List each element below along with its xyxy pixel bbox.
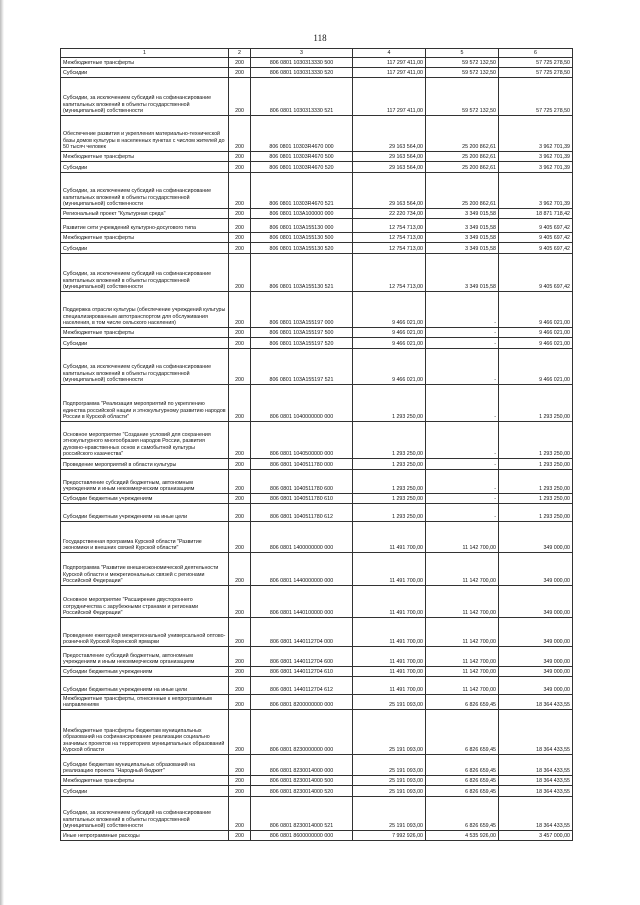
row-value-col5: 25 200 862,61 — [426, 152, 499, 162]
table-row — [61, 647, 573, 667]
row-value-col5: - — [426, 422, 499, 459]
row-value-col5: 6 826 659,45 — [426, 695, 499, 710]
row-value-col6: 18 364 433,55 — [499, 710, 573, 755]
row-value-col6: 349 000,00 — [499, 553, 573, 586]
row-value-col6: 57 725 278,50 — [499, 68, 573, 78]
row-value-col4: 25 191 093,00 — [353, 776, 426, 786]
row-name-cell: Субсидии, за исключением субсидий на софинансирование капитальных вложений в объекты государственной (муниципальной) собственности — [61, 254, 229, 292]
row-value-col5: 11 142 700,00 — [426, 667, 499, 677]
table-row — [61, 504, 573, 522]
table-row — [61, 422, 573, 459]
row-value-col5: 3 349 015,58 — [426, 243, 499, 254]
row-value-col5: - — [426, 349, 499, 385]
row-kvr-cell: 200 — [229, 586, 251, 618]
row-value-col5: 3 349 015,58 — [426, 219, 499, 233]
row-kvr-cell: 200 — [229, 522, 251, 553]
row-code-cell: 806 0801 1040511780 000 — [251, 459, 353, 470]
row-value-col6: 57 725 278,50 — [499, 78, 573, 116]
row-name-cell: Межбюджетные трансферты — [61, 58, 229, 68]
row-name-cell: Субсидии — [61, 68, 229, 78]
row-kvr-cell: 200 — [229, 58, 251, 68]
table-row — [61, 459, 573, 470]
row-value-col4: 117 297 411,00 — [353, 58, 426, 68]
row-name-cell: Межбюджетные трансферты — [61, 776, 229, 786]
row-value-col4: 7 992 926,00 — [353, 831, 426, 841]
table-row — [61, 831, 573, 841]
row-value-col4: 9 466 021,00 — [353, 328, 426, 338]
row-name-cell: Межбюджетные трансферты — [61, 152, 229, 162]
table-row — [61, 292, 573, 328]
row-value-col4: 1 293 250,00 — [353, 504, 426, 522]
row-value-col6: 9 405 697,42 — [499, 219, 573, 233]
row-value-col6: 349 000,00 — [499, 667, 573, 677]
table-row — [61, 776, 573, 786]
row-value-col4: 12 754 713,00 — [353, 233, 426, 243]
row-code-cell: 806 0801 8230014000 521 — [251, 797, 353, 831]
row-value-col6: 349 000,00 — [499, 647, 573, 667]
row-value-col6: 349 000,00 — [499, 586, 573, 618]
row-value-col4: 1 293 250,00 — [353, 470, 426, 494]
row-value-col4: 25 191 093,00 — [353, 755, 426, 776]
row-value-col6: 18 364 433,55 — [499, 755, 573, 776]
row-name-cell: Субсидии — [61, 786, 229, 797]
column-header: 6 — [499, 49, 573, 58]
row-kvr-cell: 200 — [229, 328, 251, 338]
row-name-cell: Межбюджетные трансферты — [61, 328, 229, 338]
row-value-col4: 1 293 250,00 — [353, 385, 426, 422]
row-value-col5: 11 142 700,00 — [426, 618, 499, 647]
row-name-cell: Межбюджетные трансферты — [61, 233, 229, 243]
table-row — [61, 695, 573, 710]
row-name-cell: Основное мероприятие "Создание условий для сохранения этнокультурного многообразия народов России, развития духовно-нравственных основ и самобытной культуры российского казачества" — [61, 422, 229, 459]
row-value-col6: 18 364 433,55 — [499, 695, 573, 710]
row-name-cell: Поддержка отрасли культуры (обеспечение учреждений культуры специализированным автотранспортом для обслуживания населения, в том числе сельского населения) — [61, 292, 229, 328]
row-kvr-cell: 200 — [229, 233, 251, 243]
row-value-col5: 25 200 862,61 — [426, 116, 499, 152]
row-value-col5: 25 200 862,61 — [426, 162, 499, 173]
row-value-col4: 29 163 564,00 — [353, 116, 426, 152]
table-row — [61, 494, 573, 504]
table-row — [61, 68, 573, 78]
row-value-col5: 59 572 132,50 — [426, 78, 499, 116]
row-name-cell: Субсидии, за исключением субсидий на софинансирование капитальных вложений в объекты государственной (муниципальной) собственности — [61, 173, 229, 209]
row-value-col4: 25 191 093,00 — [353, 695, 426, 710]
row-kvr-cell: 200 — [229, 459, 251, 470]
table-row — [61, 233, 573, 243]
row-value-col4: 1 293 250,00 — [353, 494, 426, 504]
table-row — [61, 243, 573, 254]
row-kvr-cell: 200 — [229, 349, 251, 385]
row-value-col5: - — [426, 504, 499, 522]
row-value-col4: 11 491 700,00 — [353, 522, 426, 553]
row-value-col5: 11 142 700,00 — [426, 586, 499, 618]
row-name-cell: Подпрограмма "Реализация мероприятий по укреплению единства российской нации и этнокультурному развитию народов России в Курской области" — [61, 385, 229, 422]
row-kvr-cell: 200 — [229, 755, 251, 776]
table-row — [61, 219, 573, 233]
row-code-cell: 806 0801 103A155130 500 — [251, 233, 353, 243]
row-kvr-cell: 200 — [229, 470, 251, 494]
row-kvr-cell: 200 — [229, 152, 251, 162]
row-kvr-cell: 200 — [229, 504, 251, 522]
row-value-col4: 11 491 700,00 — [353, 667, 426, 677]
row-code-cell: 806 0801 103A155197 521 — [251, 349, 353, 385]
row-value-col4: 12 754 713,00 — [353, 219, 426, 233]
row-value-col6: 1 293 250,00 — [499, 494, 573, 504]
row-value-col4: 9 466 021,00 — [353, 349, 426, 385]
row-value-col4: 117 297 411,00 — [353, 78, 426, 116]
row-name-cell: Субсидии — [61, 243, 229, 254]
row-value-col4: 1 293 250,00 — [353, 459, 426, 470]
row-name-cell: Межбюджетные трансферты бюджетам муниципальных образований на софинансирование реализации социально значимых проектов на территориях муниципальных образований Курской области — [61, 710, 229, 755]
row-code-cell: 806 0801 103A155197 000 — [251, 292, 353, 328]
row-value-col5: - — [426, 385, 499, 422]
table-row — [61, 385, 573, 422]
row-kvr-cell: 200 — [229, 254, 251, 292]
row-kvr-cell: 200 — [229, 338, 251, 349]
row-code-cell: 806 0801 10303R4670 000 — [251, 116, 353, 152]
row-value-col6: 18 364 433,55 — [499, 797, 573, 831]
row-kvr-cell: 200 — [229, 173, 251, 209]
row-name-cell: Проведение мероприятий в области культуры — [61, 459, 229, 470]
page-number: 118 — [313, 33, 327, 43]
row-name-cell: Субсидии, за исключением субсидий на софинансирование капитальных вложений в объекты государственной (муниципальной) собственности — [61, 797, 229, 831]
row-value-col5: 11 142 700,00 — [426, 647, 499, 667]
row-value-col4: 22 220 734,00 — [353, 209, 426, 219]
row-value-col4: 12 754 713,00 — [353, 254, 426, 292]
row-kvr-cell: 200 — [229, 695, 251, 710]
row-value-col6: 18 364 433,55 — [499, 776, 573, 786]
row-code-cell: 806 0801 1030313330 521 — [251, 78, 353, 116]
table-row — [61, 116, 573, 152]
row-value-col4: 117 297 411,00 — [353, 68, 426, 78]
row-name-cell: Предоставление субсидий бюджетным, автономным учреждениям и иным некоммерческим организациям — [61, 470, 229, 494]
row-code-cell: 806 0801 103A155130 520 — [251, 243, 353, 254]
row-value-col4: 12 754 713,00 — [353, 243, 426, 254]
row-kvr-cell: 200 — [229, 292, 251, 328]
row-value-col4: 29 163 564,00 — [353, 173, 426, 209]
table-row — [61, 710, 573, 755]
row-code-cell: 806 0801 8230014000 520 — [251, 786, 353, 797]
row-value-col4: 29 163 564,00 — [353, 162, 426, 173]
row-code-cell: 806 0801 1040511780 600 — [251, 470, 353, 494]
row-kvr-cell: 200 — [229, 667, 251, 677]
row-kvr-cell: 200 — [229, 219, 251, 233]
row-kvr-cell: 200 — [229, 422, 251, 459]
row-code-cell: 806 0801 1440112704 600 — [251, 647, 353, 667]
row-name-cell: Предоставление субсидий бюджетным, автономным учреждениям и иным некоммерческим организациям — [61, 647, 229, 667]
column-header: 5 — [426, 49, 499, 58]
row-code-cell: 806 0801 8230014000 500 — [251, 776, 353, 786]
row-name-cell: Межбюджетные трансферты, отнесенные к непрограммным направлениям — [61, 695, 229, 710]
row-kvr-cell: 200 — [229, 116, 251, 152]
row-name-cell: Субсидии бюджетам муниципальных образований на реализацию проекта "Народный бюджет" — [61, 755, 229, 776]
table-row — [61, 553, 573, 586]
row-value-col4: 11 491 700,00 — [353, 618, 426, 647]
table-row — [61, 173, 573, 209]
row-value-col5: 59 572 132,50 — [426, 58, 499, 68]
row-code-cell: 806 0801 1030313330 520 — [251, 68, 353, 78]
table-row — [61, 755, 573, 776]
row-name-cell: Иные непрограммные расходы — [61, 831, 229, 841]
table-row — [61, 338, 573, 349]
row-value-col5: 11 142 700,00 — [426, 522, 499, 553]
row-value-col6: 9 466 021,00 — [499, 292, 573, 328]
table-row — [61, 254, 573, 292]
row-kvr-cell: 200 — [229, 786, 251, 797]
row-code-cell: 806 0801 8600000000 000 — [251, 831, 353, 841]
table-row — [61, 349, 573, 385]
table-row — [61, 522, 573, 553]
row-name-cell: Обеспечение развития и укрепления материально-технической базы домов культуры в населенных пунктах с числом жителей до 50 тысяч человек — [61, 116, 229, 152]
row-code-cell: 806 0801 10303R4670 521 — [251, 173, 353, 209]
row-kvr-cell: 200 — [229, 831, 251, 841]
row-name-cell: Региональный проект "Культурная среда" — [61, 209, 229, 219]
row-name-cell: Подпрограмма "Развитие внешнеэкономической деятельности Курской области и межрегиональных связей с регионами Российской Федерации" — [61, 553, 229, 586]
row-code-cell: 806 0801 1440112704 610 — [251, 667, 353, 677]
row-name-cell: Субсидии — [61, 338, 229, 349]
row-value-col6: 57 725 278,50 — [499, 58, 573, 68]
row-value-col4: 1 293 250,00 — [353, 422, 426, 459]
row-value-col4: 9 466 021,00 — [353, 338, 426, 349]
row-code-cell: 806 0801 10303R4670 500 — [251, 152, 353, 162]
row-value-col4: 29 163 564,00 — [353, 152, 426, 162]
table-row — [61, 667, 573, 677]
row-value-col5: 59 572 132,50 — [426, 68, 499, 78]
row-name-cell: Проведение ежегодной межрегиональной универсальной оптово-розничной Курской Коренской ярмарки — [61, 618, 229, 647]
table-row — [61, 328, 573, 338]
scan-edge — [0, 0, 4, 905]
row-value-col4: 25 191 093,00 — [353, 786, 426, 797]
row-kvr-cell: 200 — [229, 494, 251, 504]
row-value-col6: 9 405 697,42 — [499, 254, 573, 292]
row-value-col6: 9 466 021,00 — [499, 328, 573, 338]
table-row — [61, 618, 573, 647]
row-code-cell: 806 0801 103A100000 000 — [251, 209, 353, 219]
row-value-col4: 11 491 700,00 — [353, 677, 426, 695]
row-kvr-cell: 200 — [229, 78, 251, 116]
row-value-col6: 349 000,00 — [499, 677, 573, 695]
row-code-cell: 806 0801 1040511780 612 — [251, 504, 353, 522]
row-kvr-cell: 200 — [229, 776, 251, 786]
budget-table — [60, 48, 573, 841]
row-name-cell: Субсидии — [61, 162, 229, 173]
row-value-col5: 6 826 659,45 — [426, 755, 499, 776]
row-name-cell: Субсидии бюджетным учреждениям на иные цели — [61, 504, 229, 522]
row-name-cell: Основное мероприятие "Расширение двустороннего сотрудничества с зарубежными странами и регионами Российской Федерации" — [61, 586, 229, 618]
column-header: 3 — [251, 49, 353, 58]
row-value-col4: 11 491 700,00 — [353, 647, 426, 667]
row-value-col5: 6 826 659,45 — [426, 710, 499, 755]
row-value-col4: 25 191 093,00 — [353, 797, 426, 831]
row-name-cell: Субсидии бюджетным учреждениям — [61, 667, 229, 677]
row-kvr-cell: 200 — [229, 647, 251, 667]
row-code-cell: 806 0801 1440000000 000 — [251, 553, 353, 586]
row-code-cell: 806 0801 1440112704 612 — [251, 677, 353, 695]
row-kvr-cell: 200 — [229, 68, 251, 78]
table-row — [61, 152, 573, 162]
row-code-cell: 806 0801 8230000000 000 — [251, 710, 353, 755]
row-code-cell: 806 0801 8230014000 000 — [251, 755, 353, 776]
table-row — [61, 209, 573, 219]
row-value-col5: - — [426, 494, 499, 504]
row-value-col6: 1 293 250,00 — [499, 470, 573, 494]
row-name-cell: Субсидии бюджетным учреждениям на иные цели — [61, 677, 229, 695]
table-row — [61, 58, 573, 68]
row-code-cell: 806 0801 103A155130 521 — [251, 254, 353, 292]
table-row — [61, 586, 573, 618]
row-kvr-cell: 200 — [229, 243, 251, 254]
row-kvr-cell: 200 — [229, 677, 251, 695]
table-row — [61, 78, 573, 116]
row-name-cell: Субсидии, за исключением субсидий на софинансирование капитальных вложений в объекты государственной (муниципальной) собственности — [61, 349, 229, 385]
row-value-col5: - — [426, 470, 499, 494]
row-value-col6: 349 000,00 — [499, 522, 573, 553]
row-value-col4: 11 491 700,00 — [353, 586, 426, 618]
row-code-cell: 806 0801 1440100000 000 — [251, 586, 353, 618]
table-row — [61, 470, 573, 494]
row-value-col5: - — [426, 328, 499, 338]
row-value-col6: 1 293 250,00 — [499, 385, 573, 422]
row-value-col6: 18 871 718,42 — [499, 209, 573, 219]
row-code-cell: 806 0801 1040000000 000 — [251, 385, 353, 422]
row-code-cell: 806 0801 1040500000 000 — [251, 422, 353, 459]
row-value-col6: 3 962 701,39 — [499, 173, 573, 209]
row-value-col5: 3 349 015,58 — [426, 233, 499, 243]
row-code-cell: 806 0801 103A155197 520 — [251, 338, 353, 349]
row-value-col6: 18 364 433,55 — [499, 786, 573, 797]
row-kvr-cell: 200 — [229, 553, 251, 586]
row-value-col4: 11 491 700,00 — [353, 553, 426, 586]
row-code-cell: 806 0801 103A155197 500 — [251, 328, 353, 338]
row-name-cell: Развитие сети учреждений культурно-досугового типа — [61, 219, 229, 233]
row-value-col6: 9 405 697,42 — [499, 243, 573, 254]
row-value-col6: 1 293 250,00 — [499, 459, 573, 470]
row-value-col5: - — [426, 338, 499, 349]
row-name-cell: Субсидии бюджетным учреждениям — [61, 494, 229, 504]
row-value-col6: 3 962 701,39 — [499, 116, 573, 152]
row-kvr-cell: 200 — [229, 385, 251, 422]
table-row — [61, 162, 573, 173]
row-kvr-cell: 200 — [229, 797, 251, 831]
row-code-cell: 806 0801 10303R4670 520 — [251, 162, 353, 173]
table-row — [61, 677, 573, 695]
row-value-col6: 3 962 701,39 — [499, 162, 573, 173]
row-value-col5: 6 826 659,45 — [426, 797, 499, 831]
row-name-cell: Государственная программа Курской области "Развитие экономики и внешних связей Курской области" — [61, 522, 229, 553]
row-value-col5: - — [426, 292, 499, 328]
row-value-col6: 3 457 000,00 — [499, 831, 573, 841]
row-code-cell: 806 0801 1040511780 610 — [251, 494, 353, 504]
column-header: 2 — [229, 49, 251, 58]
column-header: 1 — [61, 49, 229, 58]
row-code-cell: 806 0801 8200000000 000 — [251, 695, 353, 710]
row-value-col5: 25 200 862,61 — [426, 173, 499, 209]
row-code-cell: 806 0801 1030313330 500 — [251, 58, 353, 68]
table-header-row — [61, 49, 573, 58]
row-value-col5: 11 142 700,00 — [426, 553, 499, 586]
table-body — [61, 58, 573, 841]
row-value-col6: 349 000,00 — [499, 618, 573, 647]
row-value-col5: 6 826 659,45 — [426, 786, 499, 797]
row-kvr-cell: 200 — [229, 618, 251, 647]
row-code-cell: 806 0801 103A155130 000 — [251, 219, 353, 233]
table-row — [61, 786, 573, 797]
row-value-col6: 1 293 250,00 — [499, 422, 573, 459]
row-value-col6: 1 293 250,00 — [499, 504, 573, 522]
row-value-col5: 3 349 015,58 — [426, 209, 499, 219]
table-row — [61, 797, 573, 831]
row-value-col5: 6 826 659,45 — [426, 776, 499, 786]
row-value-col6: 9 466 021,00 — [499, 349, 573, 385]
row-code-cell: 806 0801 1440112704 000 — [251, 618, 353, 647]
row-value-col6: 3 962 701,39 — [499, 152, 573, 162]
row-value-col5: 3 349 015,58 — [426, 254, 499, 292]
column-header: 4 — [353, 49, 426, 58]
row-value-col6: 9 405 697,42 — [499, 233, 573, 243]
row-value-col4: 9 466 021,00 — [353, 292, 426, 328]
row-value-col5: 11 142 700,00 — [426, 677, 499, 695]
row-kvr-cell: 200 — [229, 209, 251, 219]
row-kvr-cell: 200 — [229, 162, 251, 173]
row-value-col5: 4 535 926,00 — [426, 831, 499, 841]
row-value-col6: 9 466 021,00 — [499, 338, 573, 349]
row-value-col4: 25 191 093,00 — [353, 710, 426, 755]
row-name-cell: Субсидии, за исключением субсидий на софинансирование капитальных вложений в объекты государственной (муниципальной) собственности — [61, 78, 229, 116]
row-value-col5: - — [426, 459, 499, 470]
row-code-cell: 806 0801 1400000000 000 — [251, 522, 353, 553]
row-kvr-cell: 200 — [229, 710, 251, 755]
